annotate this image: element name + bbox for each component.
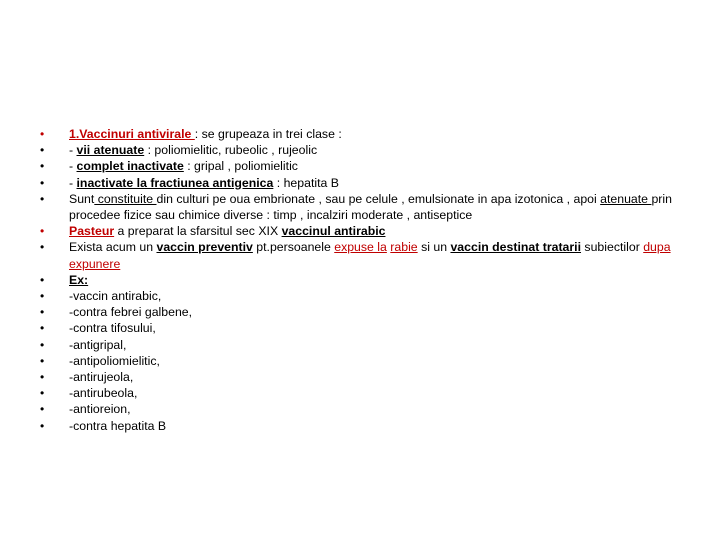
- bullet-text: -contra hepatita B: [69, 418, 167, 433]
- bullet-text: din culturi pe oua embrionate , sau pe celule , emulsionate in apa izotonica , apoi: [156, 191, 601, 206]
- bullet-text: Exista acum un: [69, 240, 157, 255]
- bullet-item: [40, 320, 700, 336]
- bullet-text: : hepatita B: [273, 175, 339, 190]
- bullet-item: [40, 223, 700, 239]
- bullet-text: si un: [417, 240, 451, 255]
- bullet-item: [40, 175, 700, 191]
- bullet-text: expuse la: [334, 240, 387, 255]
- bullet-item: [40, 239, 700, 271]
- bullet-text: a preparat la sfarsitul sec XIX: [114, 224, 282, 239]
- bullet-text: 1.Vaccinuri antivirale: [69, 127, 195, 141]
- bullet-text: -antioreion,: [69, 402, 131, 417]
- bullet-item: [40, 385, 700, 401]
- bullet-text: -: [69, 175, 77, 190]
- bullet-text: dupa expunere: [69, 240, 671, 271]
- bullet-text: -contra febrei galbene,: [69, 305, 193, 320]
- bullet-text: vaccinul antirabic: [281, 224, 386, 239]
- bullet-text: vaccin destinat tratarii: [450, 240, 582, 255]
- bullet-text: rabie: [390, 240, 418, 255]
- bullet-text: Sunt: [69, 191, 95, 206]
- bullet-text: -vaccin antirabic,: [69, 289, 162, 304]
- bullet-text: -antirubeola,: [69, 386, 138, 401]
- bullet-text: constituite: [94, 191, 157, 206]
- bullet-text: atenuate: [600, 191, 652, 206]
- bullet-text: pt.persoanele: [252, 240, 335, 255]
- bullet-item: [40, 418, 700, 434]
- bullet-item: [40, 191, 700, 223]
- bullet-text: Pasteur: [69, 224, 115, 239]
- bullet-list: [40, 126, 700, 434]
- bullet-item: [40, 272, 700, 288]
- bullet-item: [40, 142, 700, 158]
- bullet-text: prin procedee fizice sau chimice diverse : timp , incalziri moderate , antiseptice: [69, 191, 672, 223]
- bullet-text: -contra tifosului,: [69, 321, 156, 336]
- bullet-item: [40, 353, 700, 369]
- bullet-text: vii atenuate: [76, 143, 145, 158]
- bullet-text: -: [69, 159, 77, 174]
- bullet-text: inactivate la fractiunea antigenica: [76, 175, 274, 190]
- bullet-text: : gripal , poliomielitic: [183, 159, 298, 174]
- bullet-text: -: [69, 143, 77, 158]
- bullet-item: [40, 288, 700, 304]
- bullet-text: complet inactivate: [76, 159, 184, 174]
- bullet-item: [40, 337, 700, 353]
- bullet-item: [40, 369, 700, 385]
- bullet-text: vaccin preventiv: [156, 240, 253, 255]
- bullet-text: : poliomielitic, rubeolic , rujeolic: [144, 143, 318, 158]
- bullet-item: [40, 401, 700, 417]
- bullet-item: [40, 304, 700, 320]
- bullet-text: : se grupeaza in trei clase :: [194, 127, 342, 141]
- bullet-text: -antirujeola,: [69, 370, 134, 385]
- bullet-item: [40, 126, 700, 142]
- bullet-text: Ex:: [69, 272, 89, 287]
- bullet-text: -antipoliomielitic,: [69, 353, 160, 368]
- bullet-item: [40, 158, 700, 174]
- bullet-text: -antigripal,: [69, 337, 127, 352]
- bullet-text: subiectilor: [581, 240, 644, 255]
